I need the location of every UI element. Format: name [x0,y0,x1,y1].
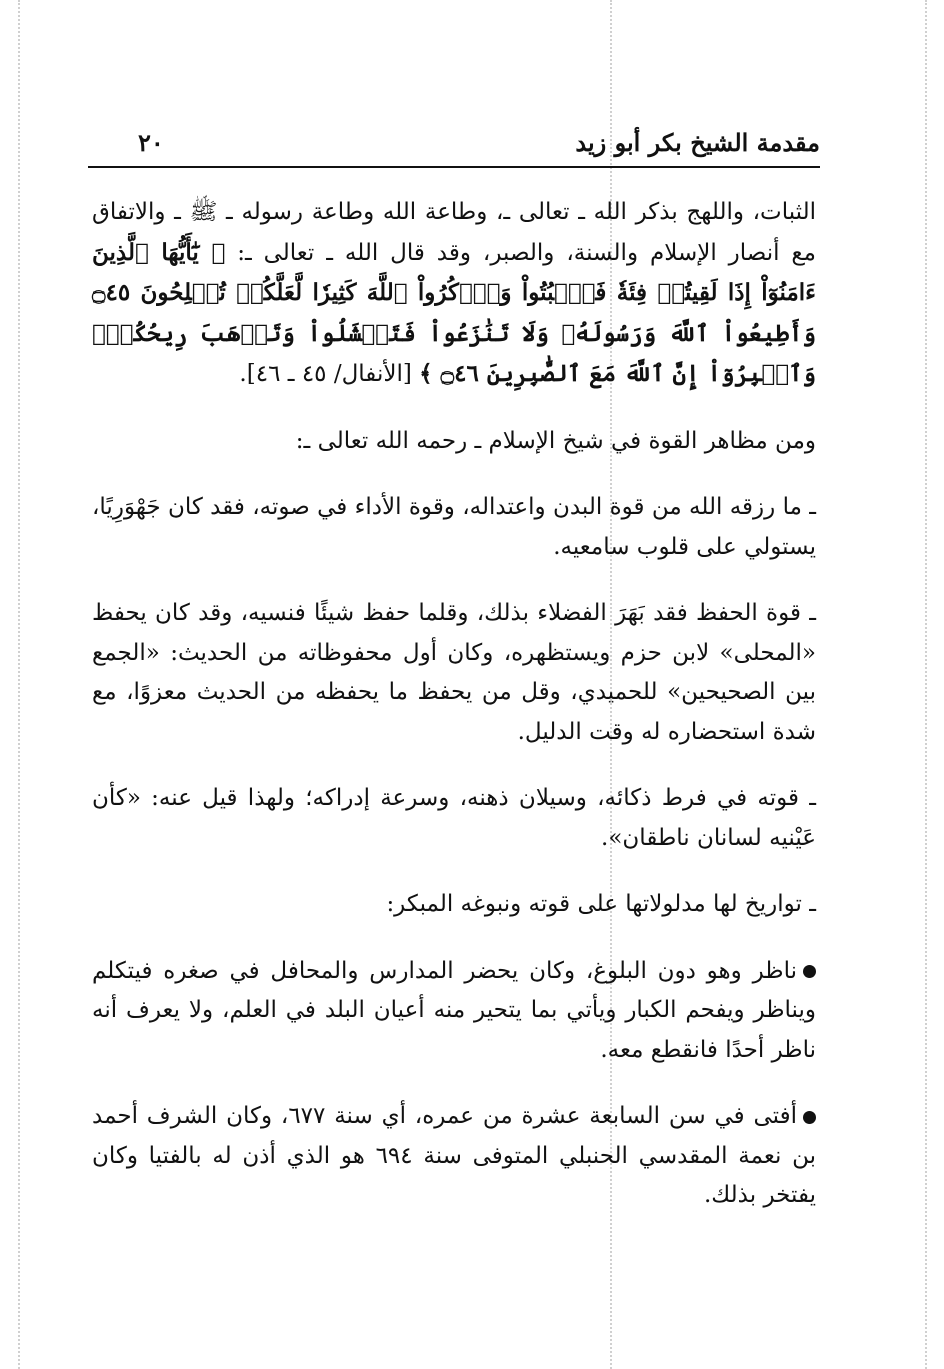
scan-dotted-line [18,0,20,1369]
quran-verse: ﴿ يَٰٓأَيُّهَا ٱلَّذِينَ ءَامَنُوٓاْ إِذَا لَقِيتُمۡ فِئَةٗ فَٱثۡبُتُواْ وَٱذۡكُرُواْ ٱللَّهَ كَثِيرٗا لَّعَلَّكُمۡ تُفۡلِحُونَ ۝٤٥ وَأَطِيعُواْ ٱللَّهَ وَرَسُولَهُۥ وَلَا تَنَٰزَعُواْ فَتَفۡشَلُواْ وَتَذۡهَبَ رِيحُكُمۡۖ وَٱصۡبِرُوٓاْ إِنَّ ٱللَّهَ مَعَ ٱلصَّٰبِرِينَ ۝٤٦ ﴾ [92,238,816,387]
paragraph-text: أفتى في سن السابعة عشرة من عمره، أي سنة ٦٧٧، وكان الشرف أحمد بن نعمة المقدسي الحنبلي المتوفى سنة ٦٩٤ هو الذي أذن له بالفتيا وكان يفتخر بذلك. [92,1103,816,1208]
scan-dotted-line [925,0,927,1369]
verse-reference: [الأنفال/ ٤٥ ـ ٤٦]. [239,361,420,387]
bullet-icon [803,1111,816,1124]
page-header [88,120,820,168]
paragraph-text: ناظر وهو دون البلوغ، وكان يحضر المدارس والمحافل في صغره فيتكلم ويناظر ويفحم الكبار ويأتي بما يتحير منه أعيان البلد في العلم، ولا يعرف أنه ناظر أحدًا فانقطع معه. [92,957,816,1063]
bullet-icon [803,965,816,978]
paragraph-text: الثبات، واللهج بذكر الله ـ تعالى ـ، وطاعة الله وطاعة رسوله ـ ﷺ ـ والاتفاق مع أنصار الإسلام والسنة، والصبر، وقد قال الله ـ تعالى ـ: [92,199,816,266]
paragraph [92,594,816,752]
paragraph [92,488,816,567]
paragraph-text: ـ قوته في فرط ذكائه، وسيلان ذهنه، وسرعة إدراكه؛ ولهذا قيل عنه: «كأن عَيْنيه لسانان ناطقان». [92,785,816,851]
paragraph-text: ـ ما رزقه الله من قوة البدن واعتداله، وقوة الأداء في صوته، فقد كان جَهْوَرِيًا، يستولي على قلوب سامعيه. [92,494,816,560]
paragraph-text: ـ تواريخ لها مدلولاتها على قوته ونبوغه المبكر: [386,891,816,917]
bullet-paragraph [92,952,816,1071]
page-number: ٢٠ [138,128,164,157]
paragraph-text: ومن مظاهر القوة في شيخ الإسلام ـ رحمه الله تعالى ـ: [295,427,816,454]
page-body [92,193,816,1243]
paragraph [92,422,816,462]
running-title: مقدمة الشيخ بكر أبو زيد [575,128,820,157]
paragraph-text: ـ قوة الحفظ فقد بَهَرَ الفضلاء بذلك، وقلما حفظ شيئًا فنسيه، وقد كان يحفظ «المحلى» لابن حزم ويستظهره، وكان أول محفوظاته من الحديث: «الجمع بين الصحيحين» للحميدي، وقل من يحفظ ما يحفظه من الحديث معزوًا، مع شدة استحضاره له وقت الدليل. [92,600,816,745]
bullet-paragraph [92,1097,816,1216]
paragraph [92,779,816,858]
paragraph-quran-citation [92,193,816,395]
paragraph [92,885,816,925]
